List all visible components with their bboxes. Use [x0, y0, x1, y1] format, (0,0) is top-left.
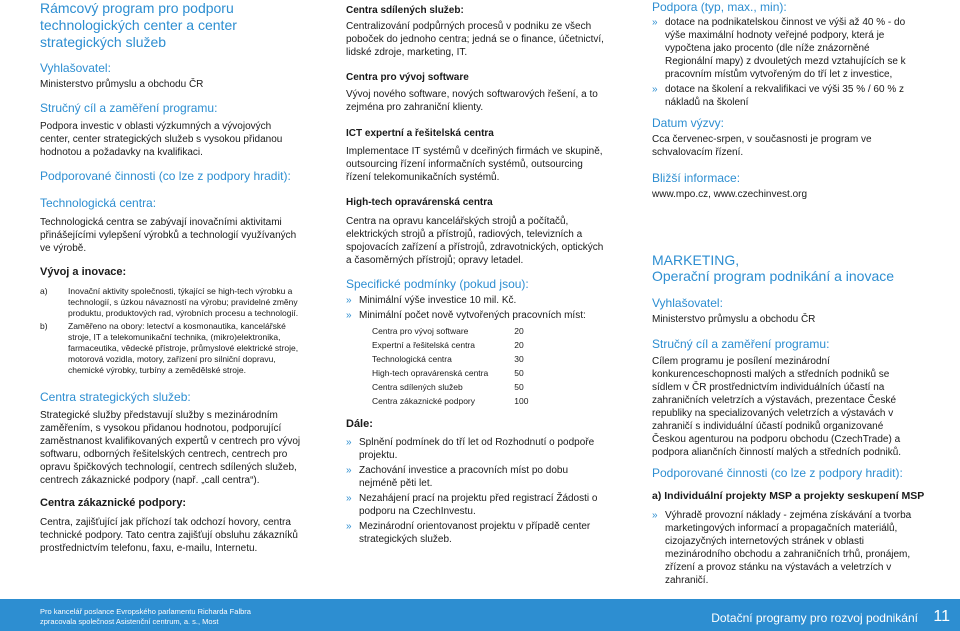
rd-label: Vývoj a inovace:	[40, 266, 127, 278]
job-name: Expertní a řešitelská centra	[372, 340, 475, 350]
marketing-title: MARKETING,	[652, 252, 740, 268]
announcer: Ministerstvo průmyslu a obchodu ČR	[40, 79, 204, 90]
list-item: » Splnění podmínek do tří let od Rozhodnutí o podpoře projektu.	[346, 436, 608, 462]
table-row	[372, 394, 554, 408]
footer-credit	[40, 607, 251, 627]
rd-item-a-text: Inovační aktivity společnosti, týkající se high-tech výrobku a technologií, s úzkou návazností na výrobu; pravidelné změny produktu, produktových rad, výrobních procesu a technologií.	[68, 286, 299, 318]
hightech-label: High-tech opravárenská centra	[346, 197, 493, 208]
job-name: Centra zákaznické podpory	[372, 396, 476, 406]
job-name: Technologická centra	[372, 354, 452, 364]
software-label: Centra pro vývoj software	[346, 72, 469, 83]
strategic-text: Strategické služby představují služby s mezinárodním zaměřením, s vysokou přidanou hodnotou, podporující zaměstnanost kvalifikovaných expertů v centrech pro vývoj softwaru, odborných řešitelských centrech, centrech pro opravu špičkových technologií, centrech sdílených služeb, centrech zákaznické podpory (např. „call centra“).	[40, 410, 301, 486]
support-list	[652, 16, 914, 109]
job-count: 30	[514, 354, 524, 364]
table-row	[372, 380, 554, 394]
job-count: 20	[514, 326, 524, 336]
strategic-label: Centra strategických služeb:	[40, 390, 191, 404]
msp-label: a) Individuální projekty MSP a projekty seskupení MSP	[652, 490, 925, 502]
rd-item-b-key: b)	[40, 321, 48, 331]
job-count: 100	[514, 396, 529, 406]
rd-item-a-key: a)	[40, 286, 48, 296]
conditions-label: Specifické podmínky (pokud jsou):	[346, 277, 529, 291]
job-name: Centra sdílených služeb	[372, 382, 463, 392]
job-count: 20	[514, 340, 524, 350]
marketing-subtitle: Operační program podnikání a inovace	[652, 268, 895, 284]
table-row	[372, 338, 554, 352]
footer-credit-line-1: Pro kancelář poslance Evropského parlamentu Richarda Falbra	[40, 607, 251, 616]
customer-text: Centra, zajišťující jak příchozí tak odchozí hovory, centra technické podpory. Tato centra zajišťují obsluhu zákazníků prostřednictvím telefonu, faxu, e-mailu, Internetu.	[40, 517, 298, 554]
table-row	[372, 366, 554, 380]
supported-label-2: Podporované činnosti (co lze z podpory hradit):	[652, 466, 903, 480]
conditions-list	[346, 294, 608, 322]
msp-list	[652, 509, 914, 587]
rd-item-b-text: Zaměřeno na obory: letectví a kosmonautika, kancelářské stroje, IT a telekomunikační technika, (mikro)elektronika, farmaceutika, vědecké přístroje, průmyslové elektrické stroje, motorová vozidla, motory, zařízení pro silniční dopravu, chemické výrobky, turbíny a zemědělské stroje.	[68, 321, 299, 375]
footer-bar	[0, 599, 960, 631]
announcer-label: Vyhlašovatel:	[40, 61, 111, 75]
list-item: » dotace na školení a rekvalifikaci ve výši 35 % / 60 % z nákladů na školení	[652, 83, 914, 109]
rd-item-b	[40, 321, 302, 376]
supported-label: Podporované činnosti (co lze z podpory hradit):	[40, 169, 291, 183]
job-name: Centra pro vývoj software	[372, 326, 469, 336]
tech-text: Technologická centra se zabývají inovačními aktivitami přinášejícími vylepšení výrobků a technologií využívaných ve výrobě.	[40, 217, 297, 254]
date-label: Datum výzvy:	[652, 116, 725, 130]
shared-text: Centralizování podpůrných procesů v podniku ze všech poboček do jednoho centra; jedná se o finance, účetnictví, lidské zdroje, marketing, IT.	[346, 21, 604, 58]
job-count: 50	[514, 368, 524, 378]
tech-label: Technologická centra:	[40, 196, 157, 210]
footer-credit-line-2: zpracovala společnost Asistenční centrum, a. s., Most	[40, 617, 219, 626]
footer-section-title: Dotační programy pro rozvoj podnikání	[711, 611, 918, 625]
further-list	[346, 436, 608, 546]
info-label: Bližší informace:	[652, 171, 741, 185]
goal-label: Stručný cíl a zaměření programu:	[40, 101, 218, 115]
list-item: » Nezahájení prací na projektu před registrací Žádosti o podporu na CzechInvestu.	[346, 492, 608, 518]
date-text: Cca červenec-srpen, v současnosti je program ve schvalovacím řízení.	[652, 134, 872, 158]
list-item: » Zachování investice a pracovních míst po dobu nejméně pěti let.	[346, 464, 608, 490]
hightech-text: Centra na opravu kancelářských strojů a počítačů, elektrických strojů a přístrojů, radiových, televizních a spojovacích zařízení a přístrojů, zdravotnických, optických a časoměrných přístrojů; opravy letadel.	[346, 216, 604, 266]
software-text: Vývoj nového software, nových softwarových řešení, a to zejména pro zahraniční klienty.	[346, 89, 598, 113]
table-row	[372, 352, 554, 366]
rd-item-a	[40, 286, 302, 319]
list-item: » Výhradě provozní náklady - zejména získávání a tvorba marketingových informací a propagačních materiálů, cizojazyčných internetových stránek v oblasti mezinárodního obchodu a zahraničních trhů, pronájem, zřízení a provoz stánku na výstavách a veletrzích v zahraničí.	[652, 509, 914, 587]
page-number: 11	[933, 608, 950, 625]
list-item: » dotace na podnikatelskou činnost ve výši až 40 % - do výše maximální hodnoty veřejné podpory, která je vypočtena jako procento (dle níže znázorněné Regionální mapy) z dvouletých mezd vztahujících se k pracovním místům vytvořeným do tří let z investice,	[652, 16, 914, 81]
list-item: » Minimální výše investice 10 mil. Kč.	[346, 294, 608, 307]
info-text: www.mpo.cz, www.czechinvest.org	[652, 189, 808, 200]
list-item: » Mezinárodní orientovanost projektu v případě center strategických služeb.	[346, 520, 608, 546]
support-label: Podpora (typ, max., min):	[652, 0, 787, 14]
further-label: Dále:	[346, 418, 373, 430]
customer-label: Centra zákaznické podpory:	[40, 497, 187, 509]
announcer-2: Ministerstvo průmyslu a obchodu ČR	[652, 314, 816, 325]
goal-text: Podpora investic v oblasti výzkumných a vývojových center, center strategických služeb s vysokou přidanou hodnotou a požadavky na kvalifikaci.	[40, 121, 283, 158]
ict-text: Implementace IT systémů v dceřiných firmách ve skupině, outsourcing řízení informačních systémů, outsourcing řízení telekomunikačních systémů.	[346, 146, 603, 183]
table-row	[372, 324, 554, 338]
goal-label-2: Stručný cíl a zaměření programu:	[652, 337, 830, 351]
ict-label: ICT expertní a řešitelská centra	[346, 128, 494, 139]
announcer-label-2: Vyhlašovatel:	[652, 296, 723, 310]
program-title: Rámcový program pro podporu technologických center a center strategických služeb	[40, 0, 237, 50]
job-name: High-tech opravárenská centra	[372, 368, 489, 378]
list-item: » Minimální počet nově vytvořených pracovních míst:	[346, 309, 608, 322]
jobs-table	[372, 324, 554, 408]
job-count: 50	[514, 382, 524, 392]
goal-text-2: Cílem programu je posílení mezinárodní konkurenceschopnosti malých a středních podniků se sídlem v ČR prostřednictvím individuálních účastí na zahraničních veletrzích a výstavách, prezentace České republiky na specializovaných veletrzích a výstavách v zahraničí s individuální účastí podniků organizované Českou agenturou na podporu obchodu (CzechTrade) a podpora aliančních činností malých a středních podniků.	[652, 356, 902, 458]
shared-label: Centra sdílených služeb:	[346, 5, 464, 16]
